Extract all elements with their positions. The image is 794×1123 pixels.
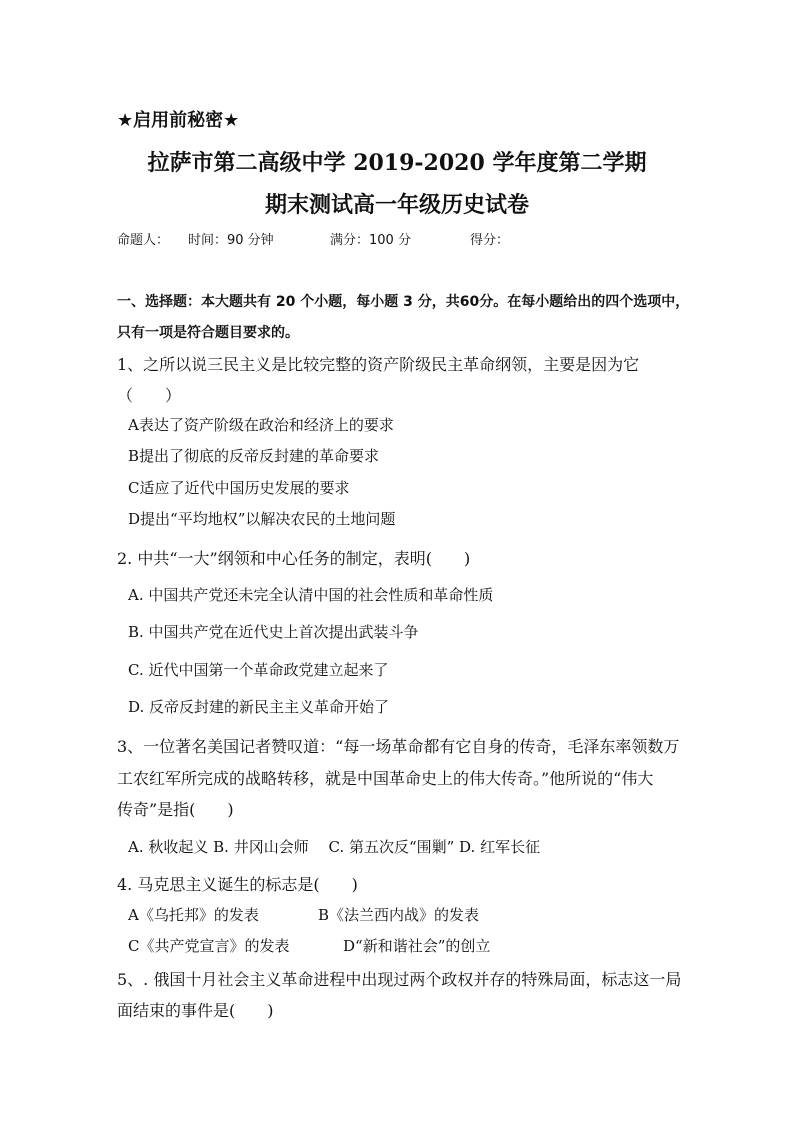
- question-5-line2: 面结束的事件是( ): [117, 1001, 274, 1020]
- question-3-options: A. 秋收起义 B. 井冈山会师 C. 第五次反“围剿” D. 红军长征: [128, 838, 541, 856]
- question-2-option-c: C. 近代中国第一个革命政党建立起来了: [128, 661, 389, 679]
- question-5-line1: 5、. 俄国十月社会主义革命进程中出现过两个政权并存的特殊局面，标志这一局: [117, 970, 682, 989]
- question-2-option-a: A. 中国共产党还未完全认清中国的社会性质和革命性质: [128, 586, 494, 604]
- section-heading-line1: 一、选择题：本大题共有 20 个小题，每小题 3 分，共60分。在每小题给出的四个选项中，: [117, 294, 690, 310]
- question-1-option-b: B提出了彻底的反帝反封建的革命要求: [128, 447, 380, 465]
- question-1-option-a: A表达了资产阶级在政治和经济上的要求: [128, 416, 394, 434]
- confidential-label: ★启用前秘密★: [117, 110, 240, 131]
- question-3-line2: 工农红军所完成的战略转移，就是中国革命史上的伟大传奇。”他所说的“伟大: [117, 769, 654, 788]
- question-2-line1: 2. 中共“一大”纲领和中心任务的制定，表明( ): [117, 549, 471, 568]
- question-4-line1: 4. 马克思主义诞生的标志是( ): [117, 875, 358, 894]
- question-4-option-c: C《共产党宣言》的发表: [128, 937, 290, 955]
- section-heading-line2: 只有一项是符合题目要求的。: [117, 325, 299, 341]
- question-2-option-d: D. 反帝反封建的新民主主义革命开始了: [128, 698, 390, 716]
- question-1-line1: 1、之所以说三民主义是比较完整的资产阶级民主革命纲领，主要是因为它: [117, 355, 640, 374]
- exam-title-line1: 拉萨市第二高级中学 2019-2020 学年度第二学期: [147, 150, 647, 176]
- question-1-option-c: C适应了近代中国历史发展的要求: [128, 479, 350, 497]
- question-4-option-a: A《乌托邦》的发表: [128, 906, 259, 924]
- question-4-option-b: B《法兰西内战》的发表: [318, 906, 480, 924]
- question-2-option-b: B. 中国共产党在近代史上首次提出武装斗争: [128, 623, 419, 641]
- exam-title-line2: 期末测试高一年级历史试卷: [264, 192, 529, 218]
- question-3-line3: 传奇”是指( ): [117, 800, 234, 819]
- score-label: 满分：100 分: [330, 233, 411, 248]
- question-4-option-d: D“新和谐社会”的创立: [343, 937, 491, 955]
- got-score-label: 得分：: [470, 233, 510, 248]
- question-1-line2: （ ）: [117, 386, 182, 405]
- author-label: 命题人：: [117, 233, 170, 248]
- time-label: 时间：90 分钟: [188, 233, 274, 248]
- question-1-option-d: D提出“平均地权”以解决农民的土地问题: [128, 510, 396, 528]
- question-3-line1: 3、一位著名美国记者赞叹道：“每一场革命都有它自身的传奇，毛泽东率领数万: [117, 737, 680, 756]
